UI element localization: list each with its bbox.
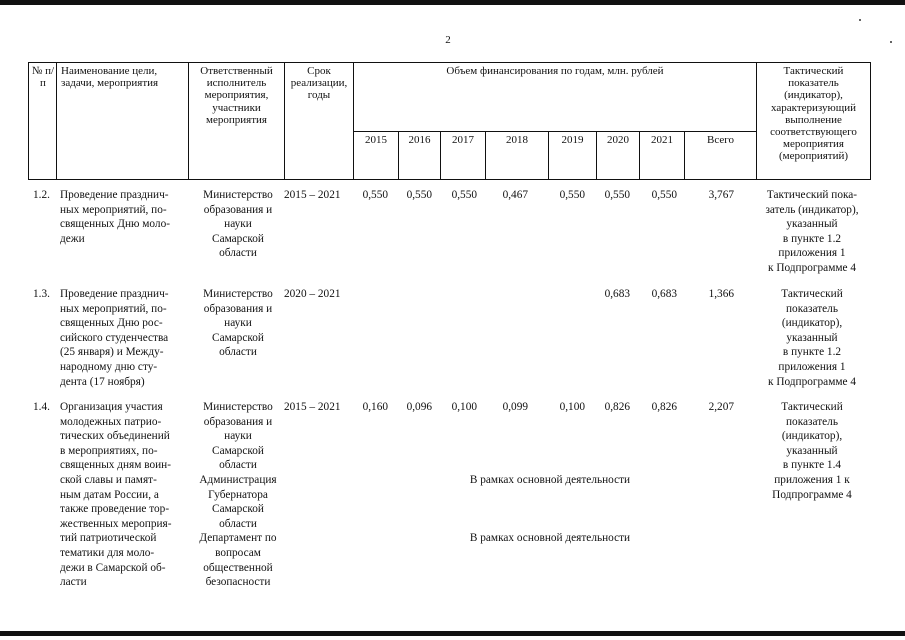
text-line: жественных мероприя-	[60, 517, 172, 530]
text-line: приложения 1	[778, 360, 846, 373]
row-period: 2015 – 2021	[284, 401, 341, 413]
text-line: священных Дню рос-	[60, 317, 163, 330]
text-line: Подпрограмме 4	[772, 488, 852, 501]
text-line: также проведение тор-	[60, 503, 170, 516]
text-line: народному дню сту-	[60, 360, 158, 373]
value-2018: 0,467	[502, 189, 528, 201]
text-line: Министерство	[203, 189, 273, 201]
row-num: 1.3.	[33, 288, 50, 300]
text-line: ской славы и памят-	[60, 473, 157, 486]
header-year-2021: 2021	[651, 134, 673, 146]
text-line: безопасности	[205, 576, 271, 589]
text-line: ных мероприятий, по-	[60, 302, 167, 315]
text-line: науки	[224, 317, 252, 330]
value-total: 2,207	[708, 401, 734, 413]
note-main-activity: В рамках основной деятельности	[469, 532, 631, 544]
text-line: тий патриотической	[60, 532, 157, 545]
text-line: приложения 1 к	[774, 473, 850, 486]
text-line: затель (индикатор),	[765, 203, 859, 216]
text-line: в пункте 1.2	[782, 346, 842, 359]
header-indicator: Тактический показатель (индикатор), характеризующий выполнение соответствующего мероприятия (мероприятий)	[770, 65, 857, 163]
value-total: 3,767	[708, 189, 734, 201]
text-line: дента (17 ноября)	[60, 375, 145, 388]
row-name	[60, 400, 172, 590]
text-line: Проведение празднич-	[60, 189, 169, 201]
text-line: Министерство	[203, 401, 273, 413]
text-line: Администрация	[199, 473, 277, 486]
row-name	[60, 188, 170, 246]
value-2018: 0,099	[502, 401, 528, 413]
row-name	[60, 287, 169, 389]
row-indicator	[752, 400, 872, 502]
value-2015: 0,550	[362, 189, 388, 201]
text-line: ных мероприятий, по-	[60, 203, 167, 216]
value-2017: 0,550	[451, 189, 477, 201]
text-line: Самарской	[212, 444, 264, 457]
text-line: священных Дню моло-	[60, 218, 170, 231]
text-line: показатель	[786, 302, 838, 315]
text-line: молодежных патрио-	[60, 415, 162, 428]
value-2020: 0,826	[604, 401, 630, 413]
text-line: в мероприятиях, по-	[60, 444, 158, 457]
value-2020: 0,550	[604, 189, 630, 201]
text-line: указанный	[786, 444, 838, 457]
text-line: Проведение празднич-	[60, 288, 169, 300]
text-line: к Подпрограмме 4	[768, 375, 856, 388]
text-line: Самарской	[212, 232, 264, 245]
text-line: области	[219, 517, 257, 530]
row-indicator	[752, 287, 872, 389]
text-line: образования и	[203, 203, 273, 216]
text-line: указанный	[786, 331, 838, 344]
value-2017: 0,100	[451, 401, 477, 413]
row-executor	[190, 188, 286, 261]
text-line: Организация участия	[60, 401, 163, 413]
header-year-2018: 2018	[506, 134, 528, 146]
value-total: 1,366	[708, 288, 734, 300]
value-2021: 0,826	[651, 401, 677, 413]
text-line: Тактический пока-	[766, 189, 858, 201]
row-period: 2020 – 2021	[284, 288, 341, 300]
text-line: образования и	[203, 302, 273, 315]
text-line: (индикатор),	[781, 430, 843, 443]
row-executor	[190, 287, 286, 360]
text-line: ным датам России, а	[60, 488, 159, 501]
value-2019: 0,550	[559, 189, 585, 201]
text-line: священных дням воин-	[60, 459, 171, 472]
header-funding: Объем финансирования по годам, млн. рублей	[446, 65, 664, 77]
text-line: приложения 1	[778, 247, 846, 260]
text-line: Самарской	[212, 331, 264, 344]
header-year-2017: 2017	[452, 134, 474, 146]
text-line: образования и	[203, 415, 273, 428]
text-line: указанный	[786, 218, 838, 231]
text-line: Тактический	[781, 401, 843, 413]
header-year-2015: 2015	[365, 134, 387, 146]
row-indicator	[752, 188, 872, 276]
text-line: тических объединений	[60, 430, 170, 443]
text-line: науки	[224, 430, 252, 443]
text-line: области	[219, 346, 257, 359]
value-2021: 0,683	[651, 288, 677, 300]
row-num: 1.4.	[33, 401, 50, 413]
value-2021: 0,550	[651, 189, 677, 201]
text-line: Тактический	[781, 288, 843, 300]
text-line: в пункте 1.4	[782, 459, 842, 472]
page-number: 2	[445, 34, 451, 46]
text-line: (25 января) и Между-	[60, 346, 164, 359]
header-period: Срок реализации, годы	[290, 65, 348, 102]
text-line: области	[219, 459, 257, 472]
header-executor: Ответственный исполнитель мероприятия, участники мероприятия	[200, 65, 273, 126]
header-year-2016: 2016	[408, 134, 431, 146]
text-line: (индикатор),	[781, 317, 843, 330]
note-main-activity: В рамках основной деятельности	[469, 474, 631, 486]
header-name: Наименование цели, задачи, мероприятия	[61, 65, 159, 90]
text-line: науки	[224, 218, 252, 231]
text-line: сийского студенчества	[60, 331, 169, 344]
text-line: показатель	[786, 415, 838, 428]
text-line: Самарской	[212, 503, 264, 516]
header-total: Всего	[707, 134, 734, 146]
text-line: дежи в Самарской об-	[60, 561, 166, 574]
text-line: Министерство	[203, 288, 273, 300]
text-line: дежи	[60, 232, 85, 245]
value-2016: 0,550	[406, 189, 432, 201]
text-line: к Подпрограмме 4	[768, 261, 856, 274]
text-line: области	[219, 247, 257, 260]
header-year-2019: 2019	[561, 134, 584, 146]
header-num: № п/п	[31, 65, 55, 90]
text-line: Губернатора	[208, 488, 268, 501]
text-line: тематики для моло-	[60, 546, 155, 559]
row-period: 2015 – 2021	[284, 189, 341, 201]
text-line: общественной	[203, 561, 273, 574]
text-line: вопросам	[215, 546, 261, 559]
header-year-2020: 2020	[607, 134, 629, 146]
value-2019: 0,100	[559, 401, 585, 413]
text-line: в пункте 1.2	[782, 232, 842, 245]
row-executor	[190, 400, 286, 590]
text-line: Департамент по	[199, 532, 277, 545]
value-2020: 0,683	[604, 288, 630, 300]
value-2015: 0,160	[362, 401, 388, 413]
row-num: 1.2.	[33, 189, 50, 201]
value-2016: 0,096	[406, 401, 432, 413]
text-line: ласти	[60, 576, 87, 589]
